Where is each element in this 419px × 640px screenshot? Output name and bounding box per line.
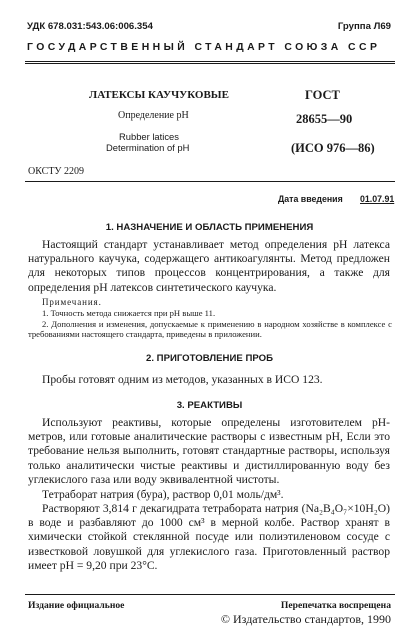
official-edition: Издание официальное: [28, 600, 125, 611]
header-rule: [25, 61, 395, 62]
title-en-line-1: Rubber latices: [119, 131, 179, 142]
section-2-text: Пробы готовят одним из методов, указанных в ИСО 123.: [42, 373, 323, 386]
group-code: Группа Л69: [337, 21, 391, 32]
section-1-heading: 1. НАЗНАЧЕНИЕ И ОБЛАСТЬ ПРИМЕНЕНИЯ: [105, 222, 314, 233]
title-en-line-2: Determination of pH: [106, 142, 190, 153]
intro-date-label: Дата введения: [278, 194, 343, 204]
udk-code: УДК 678.031:543.06:006.354: [27, 21, 153, 32]
section-2-heading: 2. ПРИГОТОВЛЕНИЕ ПРОБ: [146, 353, 273, 364]
copyright: © Издательство стандартов, 1990: [220, 612, 391, 626]
title-ru: ЛАТЕКСЫ КАУЧУКОВЫЕ: [89, 89, 229, 101]
section-3-text-3: Растворяют 3,814 г декагидрата тетрабората натрия (Na₂B₄O₇×10H₂O) в воде и разбавляют до 1000 см³ в мерной колбе. Раствор хранят в химически стойкой стеклянной посуде или полиэтиленовом сосуде с известковой ловушкой для углекислого газа. Приготовленный раствор имеет pH = 9,20 при 23°C.: [28, 502, 390, 572]
section-1-text: Настоящий стандарт устанавливает метод определения pH латекса натурального каучука, содержащего антикоагулянты. Метод предложен для некоторых типов процессов концентрирования, а также для определения pH латексов синтетического каучука.: [28, 238, 390, 294]
gost-label: ГОСТ: [305, 88, 340, 102]
section-3-text-1: Используют реактивы, которые определены изготовителем pH-метров, или готовые аналитические растворы с известным pH, Если это требование нельзя выполнить, готовят стандартные растворы, используя только аналитически чистые реактивы и дистиллированную воду без углекислого газа или воду эквивалентной чистоты.: [28, 416, 390, 486]
subtitle-ru: Определение pH: [118, 110, 189, 121]
iso-number: (ИСО 976—86): [291, 141, 375, 155]
section-3-heading: 3. РЕАКТИВЫ: [176, 400, 243, 411]
note-2: 2. Дополнения и изменения, допускаемые к применению в народном хозяйстве в комплексе с требованиями настоящего стандарта, приведены в приложении.: [28, 319, 392, 340]
gost-number: 28655—90: [296, 112, 353, 126]
authority-line: ГОСУДАРСТВЕННЫЙ СТАНДАРТ СОЮЗА ССР: [27, 42, 381, 53]
header-rule-2: [25, 63, 395, 64]
section-3-text-2: Тетраборат натрия (бура), раствор 0,01 моль/дм³.: [42, 488, 284, 501]
reprint-notice: Перепечатка воспрещена: [280, 600, 391, 611]
title-rule: [25, 181, 395, 182]
intro-date-value: 01.07.91: [360, 194, 395, 204]
note-1: 1. Точность метода снижается при pH выше 11.: [42, 308, 216, 318]
notes-title: Примечания.: [42, 297, 102, 307]
okstu-code: ОКСТУ 2209: [28, 166, 85, 177]
footer-rule: [25, 594, 395, 595]
